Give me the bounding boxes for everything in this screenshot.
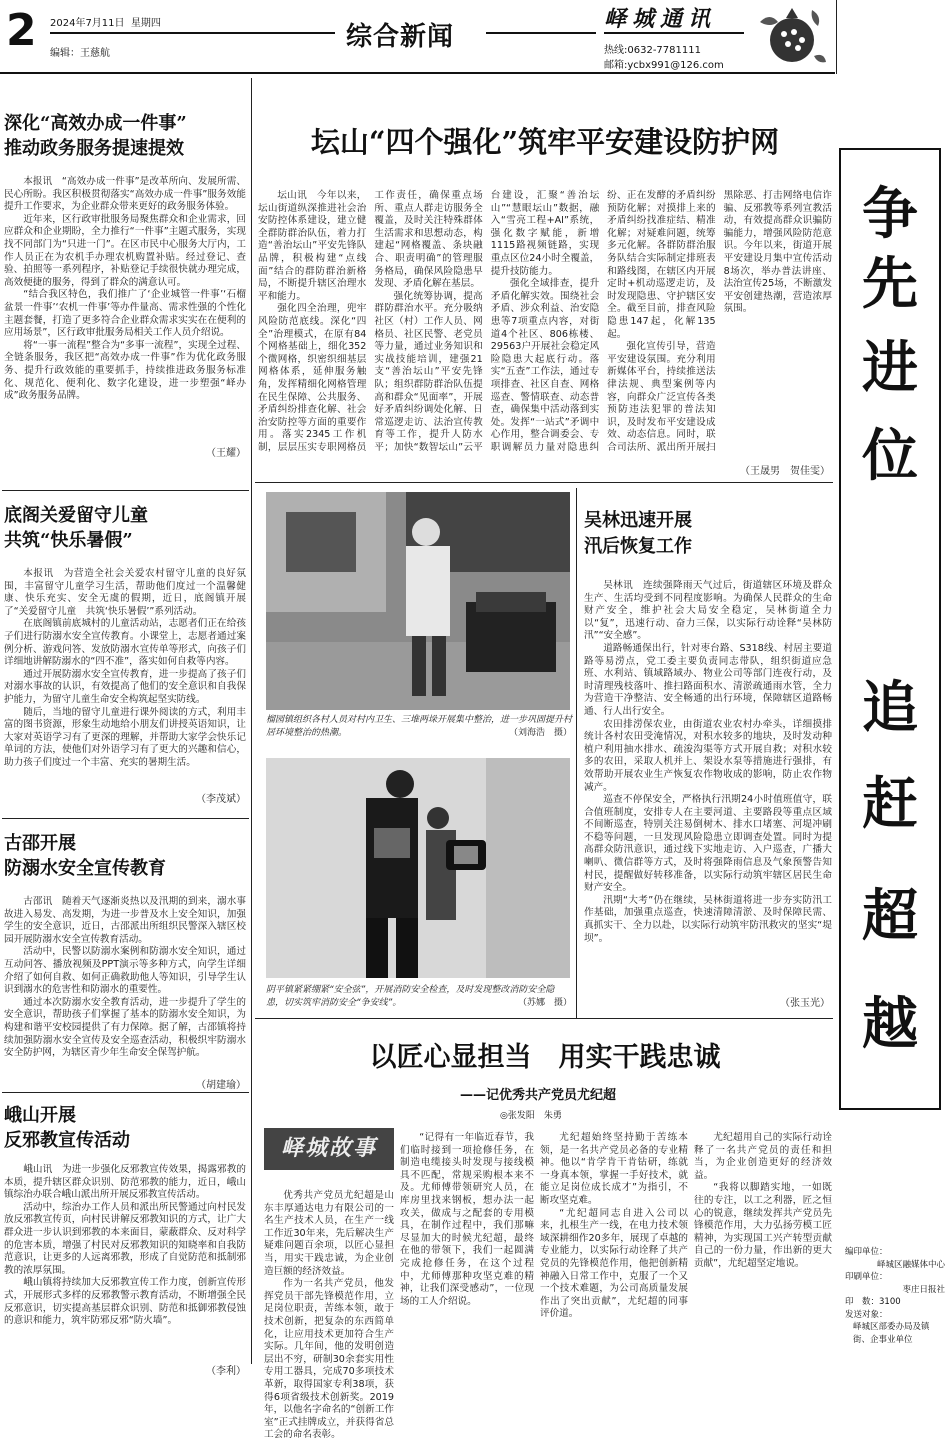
section-rule: [255, 1018, 833, 1019]
imprint: 编印单位： 峄城区融媒体中心 印刷单位： 枣庄日报社 印 数：3100 发送对象： 峄城区部委办局及镇街、企事业单位: [845, 1247, 945, 1345]
feature-col-2: “记得有一年临近春节，我们临时接到一项抢修任务，在制造电缆接头时发现与接线模具不匹配，常规采购根本来不及。尤师傅带领研究人员，在库房里找来钢板，想办法一起攻关，做成与之配套的专用模具，在制作过程中，我们那嘛尽显加大的时候尤纪超，最终在他的带领下，我们一起圆满完成抢修任务，在这个过程中，尤师傅那种攻坚克难的精神，让我们深受感动”，一位现场的工人介绍说。: [400, 1132, 534, 1307]
article-body: 本报讯 为营造全社会关爱农村留守儿童的良好氛围，丰富留守儿童学习生活，帮助他们度过一个温馨健康、快乐充实、安全无虞的假期，近日，底阁镇开展了“关爱留守儿童 共筑‘快乐暑假’”系列活动。 在底阁镇前底城村的儿童活动站，志愿者们正在给孩子们进行防溺水安全宣传教育。小课堂上，志愿者通过案例分析、游戏问答、发放防溺水宣传单等形式，向孩子们详细地讲解防溺水的“四不准”，落实如何自救等内容。 通过开展防溺水安全宣传教育，进一步提高了孩子们对溺水事故的认识，有效提高了他们的安全意识和自我保护能力，为留守儿童生命安全构筑起坚实防线。 随后，当地的留守儿童进行课外阅读的方式，利用丰富的图书资源，形象生动地给小朋友们讲授英语知识，让大家对英语学习有了更深的理解，并帮助大家学会快乐记单词的方法，使他们对外语学习有了更大的兴趣和信心，助力孩子们度过一个丰富、充实的暑期生活。: [4, 568, 246, 768]
article-body: 本报讯 “高效办成一件事”是改革所向、发展所需、民心所盼。我区积极贯彻落实“高效办成一件事”服务效能提升工作要求，为企业群众带来更好的政务服务体验。 近年来，区行政审批服务局聚焦群众和企业需求，回应群众和企业期盼，全力推行“一件事”主题式服务，实现找不同部门为“只进一门”。在区市民中心服务大厅内，工作人员正在为农机手办理农机购置补贴。经过登记、查验、拍照等一系列程序，补贴登记手续很快就办理完成，高效便捷的服务，得到了群众的满意认可。 “结合我区特色，我们推广了‘企业城管一件事’‘石榴盆景一件事’‘农机一件事’等办件量高、需求性强的个性化主题套餐，打造了更多符合企业群众需求实实在在便利的应用场景”，区行政审批服务局相关工作人员介绍说。 将“一事一流程”整合为“多事一流程”，实现全过程、全链条服务，我区把“高效办成一件事”作为优化政务服务、提升行政效能的重要抓手，持续推进政务服务标准化、规范化、便利化、数字化建设，进一步塑强“峄办成”政务服务品牌。: [4, 176, 246, 402]
article-drowning-prevention: [4, 832, 246, 1091]
column-divider: [576, 488, 577, 1018]
feature-col-4: 尤纪超用自己的实际行动诠释了一名共产党员的责任和担当，为企业创造更好的经济效益。 “我将以脚踏实地，一如既往的专注，以工之利器，匠之恒心的锐意，继续发挥共产党员先锋模范作用，大力弘扬劳模工匠精神，为实现国工兴产转型贡献自己的一份力量，作出新的更大贡献”，尤纪超坚定地说。: [694, 1132, 832, 1269]
article-anti-cult: [4, 1104, 246, 1377]
headline-line: 推动政务服务提速提效: [4, 138, 184, 159]
feature-headline: 以匠心显担当 用实干践忠诚: [369, 1042, 721, 1073]
slogan-char: 追: [862, 676, 918, 741]
feature-col-1: 优秀共产党员尤纪超是山东丰厚通达电力有限公司的一名生产技术人员，在生产一线工作近30年来，先后解决生产疑难问题百余项，以匠心显担当，用实干践忠诚，为企业创造巨额的经济效益。 作为一名共产党员，他发挥党员干部先锋模范作用，立足岗位职责，苦练本领，敢于技术创新，把复杂的东西简单化，让应用技术更加符合生产实际。几年间，他的发明创造层出不穷，研制30余套实用性专用工器具，完成70多项技术革新，取得国家专利38项，获得6项省级技术创新奖。2019年，以他名字命名的“创新工作室”正式挂牌成立，并获得省总工会的命名表彰。: [264, 1190, 394, 1441]
section-rule: [2, 490, 249, 491]
article-flood-recovery: [584, 508, 832, 560]
article-left-behind-children: [4, 504, 246, 805]
slogan-char: 争: [862, 182, 918, 247]
author-credit: （张玉光）: [780, 998, 830, 1009]
article-body: 峨山讯 为进一步强化反邪教宣传效果，揭露邪教的本质，提升辖区群众识别、防范邪教的能力，近日，峨山镇综治办联合峨山派出所开展反邪教宣传活动。 活动中，综治办工作人员和派出所民警通过向村民发放反邪教宣传页，向村民讲解反邪教知识的方式，让广大群众进一步认识到邪教的本来面目，蒙蔽群众、反对科学的危害本质，增强了村民对反邪教知识的知晓率和自我防范意识，让更多的人远离邪教，形成了自觉防范和抵制邪教的浓厚氛围。 峨山镇将持续加大反邪教宣传工作力度，创新宣传形式，开展形式多样的反邪教警示教育活动，不断增强全民反邪意识，切实提高基层群众识别、防范和抵御邪教侵蚀的意识和能力，筑牢防邪反邪“防火墙”。: [4, 1164, 246, 1327]
column-divider: [251, 78, 252, 1364]
paper-name: 峄城通讯: [604, 6, 717, 32]
editor-credit: 编辑：王慈航: [50, 48, 110, 59]
slogan-panel: [839, 148, 941, 1110]
masthead-bottom-rule: [0, 72, 835, 74]
story-badge: 峄城故事: [264, 1128, 394, 1170]
author-credit: （胡建瑜）: [196, 1080, 246, 1091]
slogan-char: 超: [862, 884, 918, 949]
article-gov-services: [4, 112, 246, 459]
slogan-char: 赶: [862, 772, 918, 837]
headline-line: 共筑“快乐暑假”: [4, 530, 133, 551]
main-article-body: 坛山讯 今年以来，坛山街道纵深推进社会治安防控体系建设，建立健全群防群治队伍，着力打造“善治坛山”平安先锋队品牌，积极构建“点线面”结合的群防群治新格局，不断提升辖区治理水平和能力。 强化四全治理，兜牢风险防范底线。深化“四全”治理模式，在原有84个网格基础上，细化352个微网格，织密织细基层网格体系，延伸服务触角，发挥精细化网格管理在民生保障、公共服务、矛盾纠纷排查化解、社会治安防控等方面的重要作用。落实2345工作机制，层层压实专职网格员工作责任，确保重点场所、重点人群走访服务全覆盖，及时关注特殊群体生活需求和思想动态，构建起“网格覆盖、条块融合、职责明确”的管理服务格局，确保风险隐患早发现、矛盾化解在基层。 强化统筹协调，提高群防群治水平。充分吸纳社区（村）工作人员、网格员、社区民警、老党员等力量，通过业务知识和实战技能培训，建强21支“善治坛山”平安先锋队；组织群防群治队伍提高和群众“见面率”，开展好矛盾纠纷调处化解、日常巡逻走访、法治宣传教育等工作，提升人防水平；加快“数智坛山”云平台建设，汇聚“善治坛山”“慧眼坛山”数据，融入“雪亮工程+AI”系统，强化数字赋能，新增1115路视频链路，实现重点区位24小时全覆盖，提升技防能力。 强化全域排查，提升矛盾化解实效。围绕社会矛盾、涉众利益、治安隐患等7项重点内容，对街道4个社区、806栋楼、29563户开展社会稳定风险隐患大起底行动。落实“五查”工作法，通过专项排查、社区自查、网格巡查、警情联查、动态普查，确保集中活动落到实处。发挥“一站式”矛调中心作用，整合调委会、专职调解员力量对隐患纠纷、正在发酵的矛盾纠纷预防化解；对摸排上来的矛盾纠纷找准症结、精准化解；对疑难问题，统筹多元化解。各群防群治服务队结合实际制定排班表和路线图，在辖区内开展定时+机动巡逻走访，及时发现隐患、守护辖区安全。截至目前，排查风险隐患147起，化解135起。 强化宣传引导，营造平安建设氛围。充分利用新媒体平台，持续推送法律法规、典型案例等内容，向群众广泛宣传各类预防违法犯罪的普法知识，及时发布平安建设成效、动态信息。同时，联合司法所、派出所开展扫黑除恶、打击网络电信诈骗、反邪教等系列宣教活动，有效提高群众识骗防骗能力，增强风险防范意识。今年以来，街道开展平安建设月集中宣传活动8场次，举办普法讲座、法治宣传25场，不断激发平安创建热潮，营造浓厚氛围。: [258, 190, 832, 453]
issue-date: 2024年7月11日 星期四: [50, 18, 161, 29]
headline-line: 防溺水安全宣传教育: [4, 858, 166, 879]
headline-line: 古邵开展: [4, 833, 76, 854]
slogan-char: 进: [862, 336, 918, 401]
author-credit: （王耀）: [206, 448, 246, 459]
headline-line: 反邪教宣传活动: [4, 1130, 130, 1151]
photo-illustration: [266, 492, 570, 710]
email: 邮箱:ycbx991@126.com: [604, 60, 724, 71]
feature-byline: ◎张发阳 朱勇: [500, 1111, 562, 1121]
slogan-char: 越: [862, 992, 918, 1057]
section-rule: [255, 482, 833, 483]
main-author-credit: （王晟男 贺佳雯）: [740, 466, 830, 477]
photo-illustration: [266, 758, 570, 978]
photo-caption: 阴平镇紧紧绷紧“安全弦”，开展消防安全检查，及时发现整改消防安全隐患，切实筑牢消防安全“争安线”。 （苏娜 摄）: [266, 985, 572, 1008]
masthead: [0, 0, 835, 74]
section-title: 综合新闻: [346, 22, 455, 52]
hotline: 热线:0632-7781111: [604, 45, 701, 56]
feature-col-3: 尤纪超始终坚持勤于苦练本领，是一名共产党员必备的专业精神。他以“肯学肯干肯钻研，练就一身真本领，掌握一手好技术，就能立足岗位成长成才”为指引，不断攻坚克难。 “尤纪超同志自进入公司以来，扎根生产一线，在电力技术领域深耕细作20多年，展现了卓越的专业能力，以实际行动诠释了共产党员的先锋模范作用，他把创新精神融入日常工作中，克服了一个又一个技术难题，为公司高质量发展作出了突出贡献”，尤纪超的同事评价道。: [540, 1132, 688, 1320]
section-rule: [2, 818, 249, 819]
headline-line: 底阁关爱留守儿童: [4, 505, 148, 526]
masthead-rule-right: [604, 32, 744, 34]
author-credit: （李利）: [206, 1366, 246, 1377]
feature-subtitle: ——记优秀共产党员尤纪超: [460, 1088, 617, 1103]
slogan-char: 先: [862, 252, 918, 317]
main-headline: 坛山“四个强化”筑牢平安建设防护网: [310, 125, 780, 159]
right-page-edge: [836, 0, 837, 74]
headline-line: 吴林迅速开展: [584, 510, 692, 531]
photo-village-cleanup: [266, 492, 570, 710]
pomegranate-logo-icon: [752, 2, 830, 70]
headline-line: 深化“高效办成一件事”: [4, 113, 187, 134]
masthead-rule-left: [50, 32, 335, 34]
article-body: 吴林讯 连续强降雨天气过后，街道辖区环境及群众生产、生活均受到不同程度影响。为确保人民群众的生命财产安全，维护社会大局安全稳定，吴林街道全力以“复”，迅速行动、奋力三保，以实际行动诠释“吴林防汛”“安全感”。 道路畅通保出行，针对枣台路、S318线、村居主要道路等易涝点，党工委主要负责同志带队，组织街道应急班、水利站、镇域路域办、物业公司等部门连夜行动，及时清理残枝落叶、推扫路面积水、清淤疏通雨水管，全力为营造干净整洁、安全畅通的出行环境，保障辖区道路畅通、行人出行安全。 农田排涝保农业，由街道农业农村办牵头，详细摸排统计各村农田受淹情况，对积水较多的地块，及时发动种植户利用抽水排水、疏浚沟渠等方式开展自救；对积水较多的农田，采取人机并上、架设水泵等措施进行强排，有效帮助开展农业生产恢复农作物收成的影响，防止农作物减产。 巡查不停保安全，严格执行汛期24小时值班值守，联合值班制度，安排专人在主要河道、主要路段等重点区域不间断巡查，特别关注易倒树木、排水口堵塞、河堤冲刷不稳等问题，一旦发现风险隐患立即调查处置。同时为提高群众防汛意识，通过线下实地走访、入户巡查，广播大喇叭、微信群等方式，及时将强降雨信息及气象预警告知村民，提醒做好转移准备，以实际行动筑牢辖区居民生命财产安全。 汛期“大考”仍在继续，吴林街道将进一步夯实防汛工作基础，加强重点巡查，快速清障清淤、及时保障民需、真抓实干、全力以赴，以实际行动筑牢防汛救灾的坚实“堤坝”。: [584, 580, 832, 944]
headline-line: 峨山开展: [4, 1105, 76, 1126]
article-body: 古邵讯 随着天气逐渐炎热以及汛期的到来，溺水事故进入易发、高发期，为进一步普及水上安全知识，加强学生的安全意识，近日，古邵派出所组织民警深入辖区校园开展防溺水安全宣传教育活动。 活动中，民警以防溺水案例和防溺水安全知识，通过互动问答、播放视频及PPT演示等多种方式，向学生详细介绍了如何自救、如何正确救助他人等知识，引导学生认识到溺水的危害性和防溺水的重要性。 通过本次防溺水安全教育活动，进一步提升了学生的安全意识，帮助孩子们掌握了基本的防溺水安全知识，为构建和谐平安校园提供了有力保障。据了解，古邵镇将持续加强防溺水安全宣传及安全巡查活动，积极织牢防溺水安全防护网，为辖区青少年生命安全保驾护航。: [4, 896, 246, 1059]
page-number: 2: [6, 5, 37, 56]
photo-caption: 榴园镇组织各村人员对村内卫生、三堆两垛开展集中整治，进一步巩固提升村居环境整治的热潮。 （刘海浩 摄）: [266, 715, 573, 738]
headline-line: 汛后恢复工作: [584, 536, 692, 557]
photo-fire-safety-check: [266, 758, 570, 978]
masthead-rule-mid: [486, 32, 596, 34]
section-rule: [2, 1092, 249, 1093]
author-credit: （李茂斌）: [196, 794, 246, 805]
slogan-char: 位: [862, 424, 918, 489]
